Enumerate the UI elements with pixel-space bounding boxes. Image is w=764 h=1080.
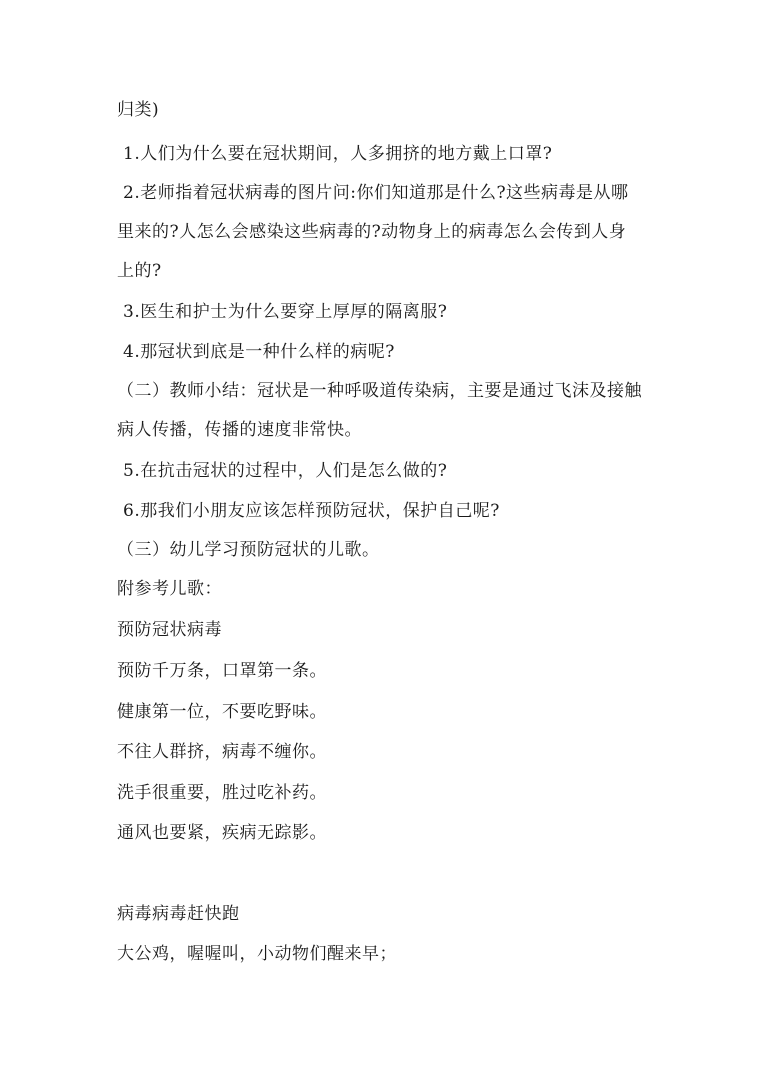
- song-1-title: 预防冠状病毒: [117, 620, 222, 640]
- song-2-title: 病毒病毒赶快跑: [117, 904, 240, 924]
- song-1-line-1: 预防千万条，口罩第一条。: [117, 661, 327, 681]
- song-1-line-4: 洗手很重要，胜过吃补药。: [117, 783, 327, 803]
- text-line-category-end: 归类): [117, 100, 160, 120]
- question-2-line-1: 2.老师指着冠状病毒的图片问:你们知道那是什么?这些病毒是从哪: [123, 183, 629, 203]
- question-4: 4.那冠状到底是一种什么样的病呢?: [123, 342, 395, 362]
- song-1-line-2: 健康第一位，不要吃野味。: [117, 702, 327, 722]
- teacher-summary-line-2: 病人传播，传播的速度非常快。: [117, 420, 362, 440]
- reference-song-label: 附参考儿歌：: [117, 579, 222, 599]
- song-2-line-1: 大公鸡，喔喔叫，小动物们醒来早；: [117, 944, 397, 964]
- song-1-line-3: 不往人群挤，病毒不缠你。: [117, 742, 327, 762]
- question-3: 3.医生和护士为什么要穿上厚厚的隔离服?: [123, 302, 448, 322]
- song-1-line-5: 通风也要紧，疾病无踪影。: [117, 823, 327, 843]
- question-1: 1.人们为什么要在冠状期间，人多拥挤的地方戴上口罩?: [123, 144, 553, 164]
- question-5: 5.在抗击冠状的过程中，人们是怎么做的?: [123, 461, 448, 481]
- question-6: 6.那我们小朋友应该怎样预防冠状，保护自己呢?: [123, 501, 500, 521]
- teacher-summary-line-1: （二）教师小结：冠状是一种呼吸道传染病，主要是通过飞沫及接触: [117, 381, 642, 401]
- section-3-heading: （三）幼儿学习预防冠状的儿歌。: [117, 540, 380, 560]
- question-2-line-2: 里来的?人怎么会感染这些病毒的?动物身上的病毒怎么会传到人身: [117, 222, 627, 242]
- question-2-line-3: 上的?: [117, 261, 162, 281]
